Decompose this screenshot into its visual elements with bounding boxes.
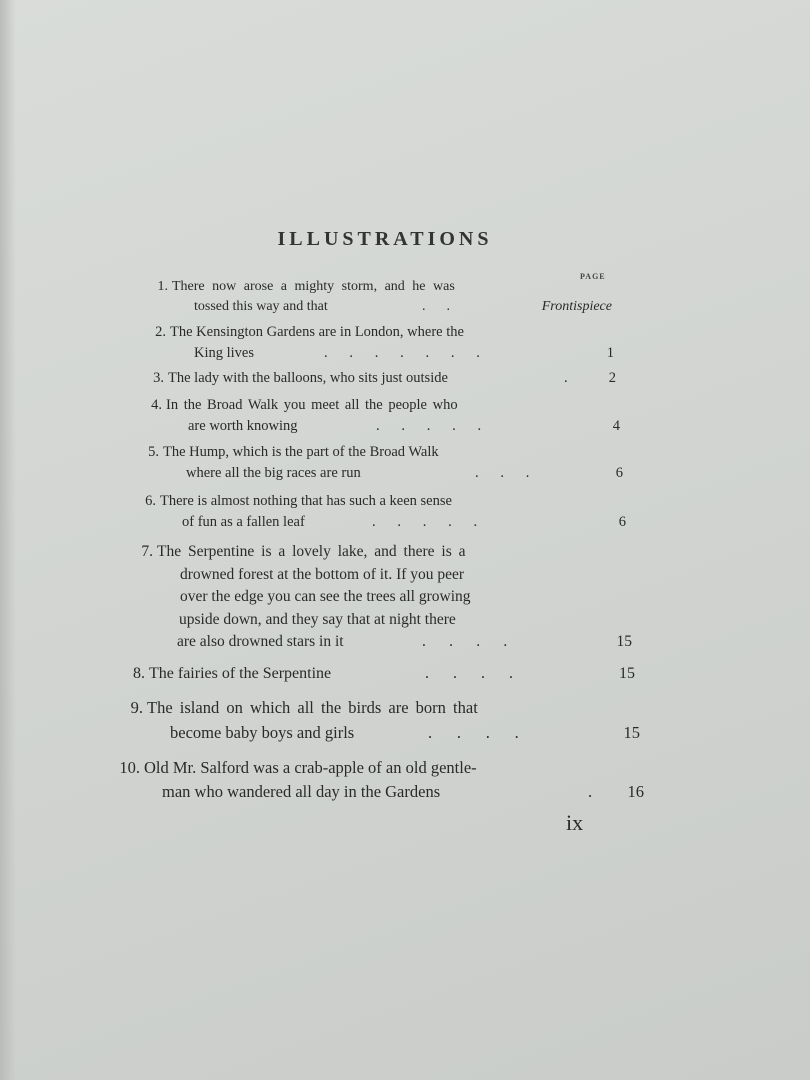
- entry-number: 6.: [145, 493, 156, 509]
- entry-text: where all the big races are run: [186, 465, 361, 481]
- entry-line: [141, 442, 439, 463]
- leader-dots: .: [564, 370, 568, 386]
- entry-text: In the Broad Walk you meet all the people who: [166, 397, 458, 413]
- entry-line: [146, 368, 448, 389]
- page-number: 1: [606, 345, 614, 361]
- page-number: 15: [616, 633, 632, 650]
- illustration-entry-2: [148, 322, 614, 364]
- entry-number: 9.: [130, 698, 143, 717]
- page-number: 4: [612, 418, 620, 434]
- entry-text: There is almost nothing that has such a keen sense: [160, 493, 452, 509]
- page-number: 15: [619, 665, 635, 682]
- page-number: 6: [615, 465, 623, 481]
- entry-line: [138, 491, 452, 512]
- entry-text: The fairies of the Serpentine: [149, 665, 332, 682]
- page-number: 6: [618, 514, 626, 530]
- entry-text: are worth knowing: [188, 418, 298, 434]
- leader-dots: . .: [422, 299, 450, 314]
- leader-dots: .: [588, 782, 593, 801]
- entry-number: 1.: [157, 279, 168, 294]
- leader-dots: . . . . . . .: [324, 345, 480, 361]
- entry-text: over the edge you can see the trees all growing: [180, 588, 471, 605]
- entry-text: are also drowned stars in it: [177, 633, 344, 650]
- folio-page-number: ix: [566, 810, 584, 835]
- entry-text: become baby boys and girls: [170, 723, 355, 742]
- entry-number: 3.: [153, 370, 164, 386]
- illustration-entry-8: [125, 663, 635, 685]
- entry-number: 5.: [148, 444, 159, 460]
- entry-text: King lives: [194, 345, 255, 361]
- entry-text: The island on which all the birds are born that: [147, 698, 478, 717]
- entry-text: The Serpentine is a lovely lake, and there is a: [157, 543, 466, 560]
- illustration-entry-10: [114, 756, 644, 804]
- page-number: Frontispiece: [541, 299, 612, 314]
- entry-line: [141, 463, 439, 484]
- entry-line: [150, 277, 455, 297]
- illustration-entry-1: [150, 277, 612, 317]
- entry-line: [148, 322, 464, 343]
- entry-line: [134, 564, 471, 587]
- entry-number: 10.: [119, 758, 140, 777]
- entry-line: [122, 695, 478, 720]
- entry-text: upside down, and they say that at night there: [179, 610, 456, 628]
- illustration-entry-7: [134, 541, 632, 654]
- entry-text: tossed this way and that: [194, 299, 328, 314]
- illustration-entry-3: [146, 368, 616, 389]
- entry-text: drowned forest at the bottom of it. If you peer: [180, 565, 465, 583]
- entry-number: 2.: [155, 324, 166, 340]
- illustration-entry-5: [141, 442, 623, 484]
- entry-text: The Hump, which is the part of the Broad Walk: [163, 444, 439, 460]
- leader-dots: . . .: [475, 465, 530, 481]
- page-column-label: PAGE: [580, 272, 606, 281]
- entry-line: [122, 720, 478, 745]
- entry-text: There now arose a mighty storm, and he was: [172, 279, 455, 294]
- leader-dots: . . . .: [425, 665, 513, 682]
- entry-text: Old Mr. Salford was a crab-apple of an old gentle-: [144, 758, 477, 777]
- illustration-entry-9: [122, 695, 640, 745]
- entry-line: [114, 780, 477, 804]
- leader-dots: . . . .: [428, 723, 519, 742]
- entry-text: The Kensington Gardens are in London, where the: [170, 324, 464, 340]
- page-number: 16: [627, 782, 644, 801]
- entry-line: [134, 541, 471, 564]
- entry-line: [134, 586, 471, 609]
- entry-line: [150, 297, 455, 317]
- entry-line: [125, 663, 331, 685]
- entry-line: [144, 395, 458, 416]
- page-edge-shadow: [0, 0, 16, 1080]
- entry-number: 4.: [151, 397, 162, 413]
- entry-line: [114, 756, 477, 780]
- page-number: 15: [623, 723, 640, 742]
- entry-number: 8.: [133, 665, 145, 682]
- leader-dots: . . . . .: [376, 418, 482, 434]
- page-title: ILLUSTRATIONS: [277, 228, 493, 250]
- entry-text: of fun as a fallen leaf: [182, 514, 305, 530]
- entry-line: [134, 631, 471, 654]
- entry-text: The lady with the balloons, who sits just outside: [168, 370, 448, 386]
- illustration-entry-6: [138, 491, 626, 533]
- entry-number: 7.: [141, 543, 153, 560]
- illustration-entry-4: [144, 395, 620, 437]
- page-number: 2: [608, 370, 616, 386]
- entry-line: [134, 609, 471, 632]
- entry-text: man who wandered all day in the Gardens: [162, 782, 441, 801]
- leader-dots: . . . .: [422, 633, 508, 650]
- leader-dots: . . . . .: [372, 514, 478, 530]
